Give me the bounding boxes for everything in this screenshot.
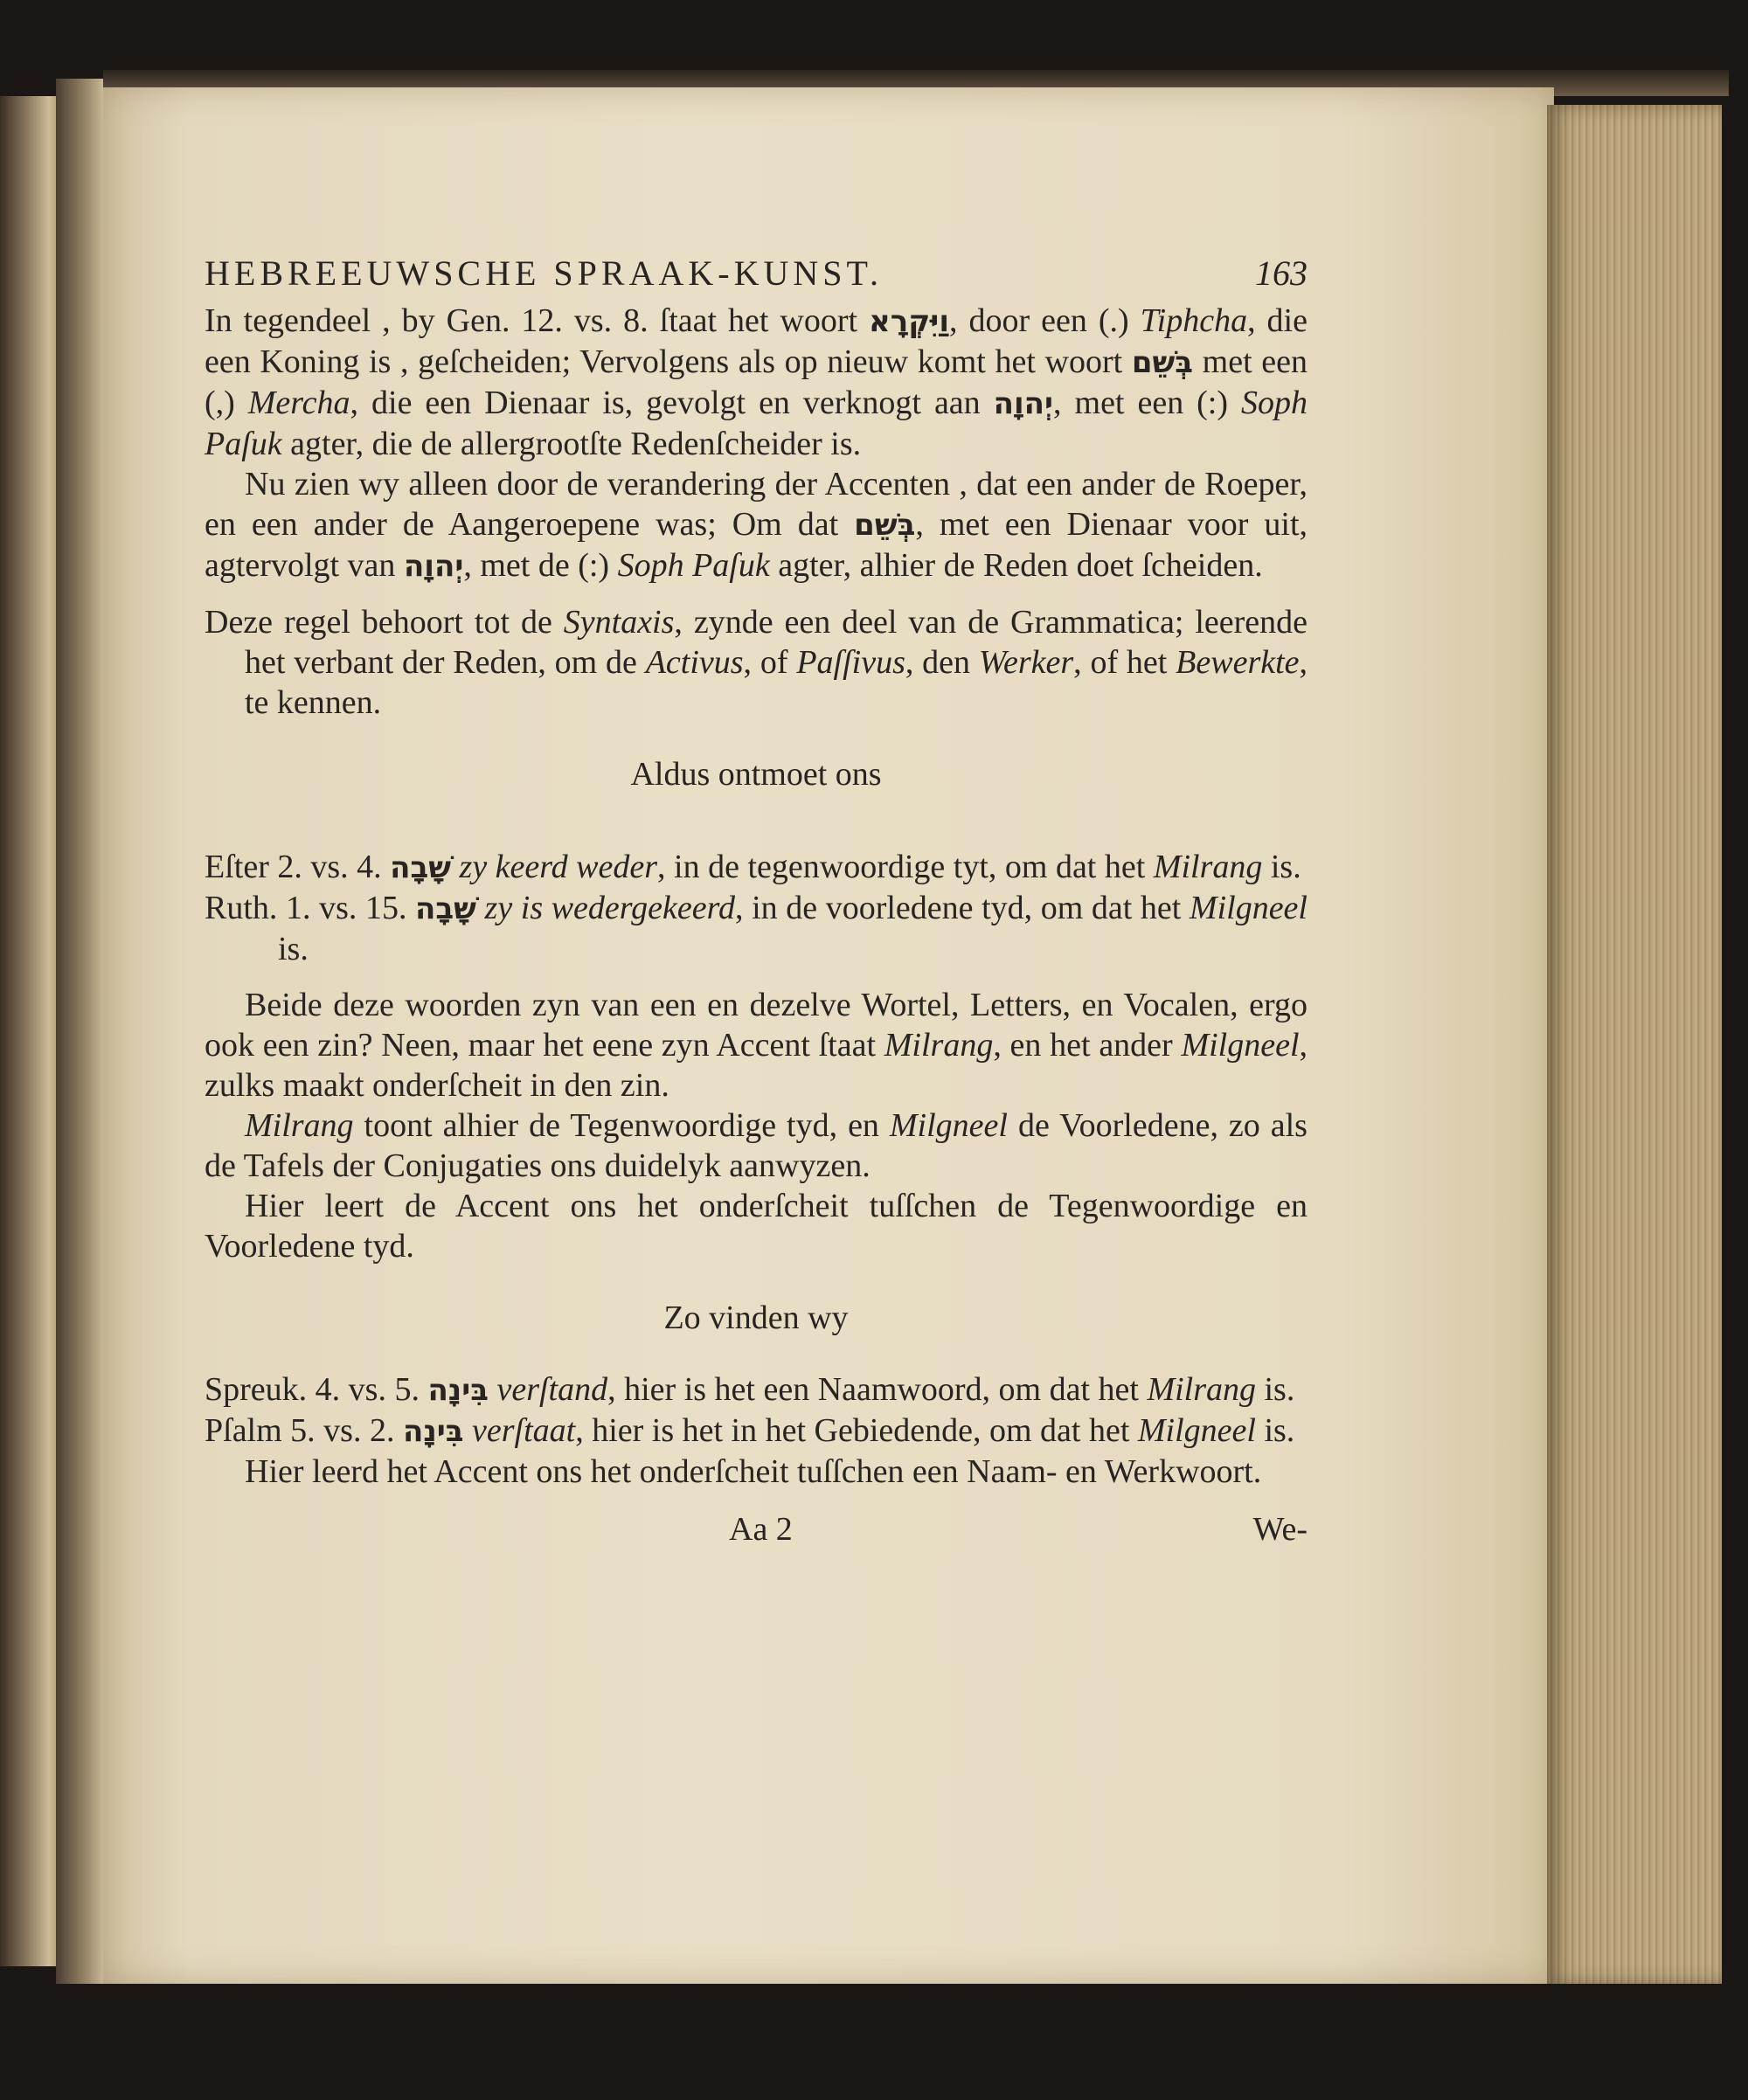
paragraph-4: Beide deze woorden zyn van een en dezelve Wortel, Letters, en Vocalen, ergo ook een zin? Neen, maar het eene zyn Accent ſtaat Milrang, en het ander Milgneel, zulks maakt onderſcheit in den zin. — [205, 987, 1308, 1104]
hebrew-word: יְהוָה — [403, 549, 464, 584]
book-gutter — [56, 79, 108, 1984]
hebrew-word: שָׁבָה — [415, 891, 476, 926]
example-psalm: Pſalm 5. vs. 2. בִּינָה verſtaat, hier is het in het Gebiedende, om dat het Milgneel is. — [205, 1412, 1295, 1449]
text-block — [205, 253, 1308, 1549]
paragraph-5: Milrang toont alhier de Tegenwoordige tyd, en Milgneel de Voorledene, zo als de Tafels der Conjugaties ons duidelyk aanwyzen. — [205, 1107, 1308, 1184]
paragraph-2: Nu zien wy alleen door de verandering der Accenten , dat een ander de Roeper, en een ander de Aangeroepene was; Om dat בְּשֵׁם, met een Dienaar voor uit, agtervolgt van יְהוָה, met de (:) Soph Paſuk agter, alhier de Reden doet ſcheiden. — [205, 466, 1308, 584]
paragraph-6: Hier leert de Accent ons het onderſcheit tuſſchen de Tegenwoordige en Voorledene tyd. — [205, 1188, 1308, 1265]
hebrew-word: שָׁבָה — [390, 850, 452, 885]
paragraph-1: In tegendeel , by Gen. 12. vs. 8. ſtaat het woort וַיִּקְרָא, door een (.) Tiphcha, die een Koning is , geſcheiden; Vervolgens als op nieuw komt het woort בְּשֵׁם met een (,) Mercha, die een Dienaar is, gevolgt en verknogt aan יְהוָה, met een (:) Soph Paſuk agter, die de allergrootſte Redenſcheider is. — [205, 302, 1308, 462]
example-spreuk: Spreuk. 4. vs. 5. בִּינָה verſtand, hier is het een Naamwoord, om dat het Milrang is. — [205, 1371, 1295, 1408]
running-header — [205, 253, 1308, 294]
signature-mark: Aa 2 — [729, 1511, 793, 1548]
page-footer — [205, 1509, 1308, 1549]
running-title: HEBREEUWSCHE SPRAAK-KUNST. — [205, 253, 883, 293]
section-heading-1: Aldus ontmoet ons — [630, 756, 882, 793]
page-fore-edge — [1547, 105, 1722, 1984]
hebrew-word: בְּשֵׁם — [1131, 345, 1194, 380]
catchword: We- — [1252, 1511, 1308, 1548]
hebrew-word: וַיִּקְרָא — [869, 304, 949, 339]
section-heading-2: Zo vinden wy — [663, 1300, 849, 1336]
paragraph-3: Deze regel behoort tot de Syntaxis, zynde een deel van de Grammatica; leerende het verbant der Reden, om de Activus, of Paſſivus, den Werker, of het Bewerkte, te kennen. — [205, 604, 1308, 721]
hebrew-word: יְהוָה — [993, 386, 1054, 421]
hebrew-word: בִּינָה — [427, 1373, 489, 1408]
hebrew-word: בְּשֵׁם — [854, 508, 916, 543]
example-ester: Eſter 2. vs. 4. שָׁבָה zy keerd weder, in de tegenwoordige tyt, om dat het Milrang is. — [205, 849, 1301, 885]
hebrew-word: בִּינָה — [402, 1414, 464, 1449]
left-page-edge — [0, 96, 61, 1966]
example-ruth: Ruth. 1. vs. 15. שָׁבָה zy is wedergekeerd, in de voorledene tyd, om dat het Milgneel is. — [205, 890, 1308, 967]
page-number: 163 — [1255, 253, 1308, 293]
paragraph-7: Hier leerd het Accent ons het onderſcheit tuſſchen een Naam- en Werkwoort. — [245, 1453, 1262, 1490]
